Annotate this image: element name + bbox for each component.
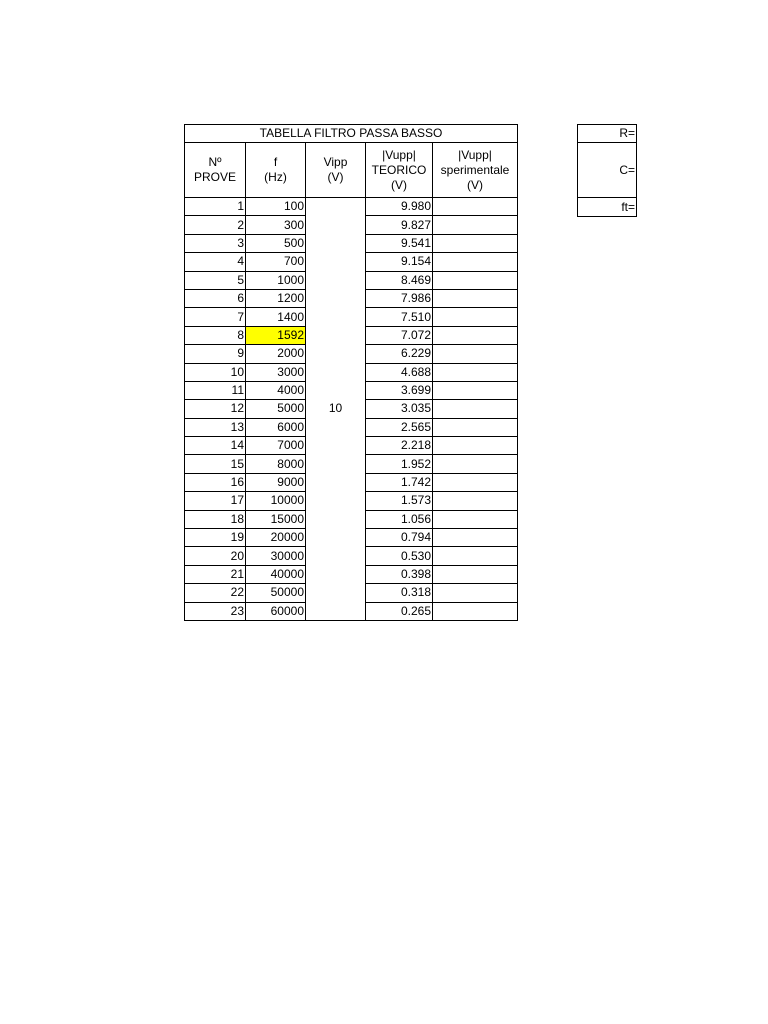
- cell-vupp-sperimentale[interactable]: [433, 345, 518, 363]
- cell-vupp-teorico[interactable]: 0.265: [366, 602, 433, 620]
- cell-vupp-teorico[interactable]: 1.742: [366, 473, 433, 491]
- cell-n-prove[interactable]: 2: [185, 216, 246, 234]
- cell-n-prove[interactable]: 6: [185, 289, 246, 307]
- cell-vupp-teorico[interactable]: 0.794: [366, 529, 433, 547]
- cell-vupp-sperimentale[interactable]: [433, 234, 518, 252]
- cell-vupp-teorico[interactable]: 1.056: [366, 510, 433, 528]
- cell-vupp-sperimentale[interactable]: [433, 308, 518, 326]
- cell-vupp-teorico[interactable]: 1.952: [366, 455, 433, 473]
- cell-frequency[interactable]: 50000: [246, 584, 306, 602]
- cell-n-prove[interactable]: 9: [185, 345, 246, 363]
- cell-n-prove[interactable]: 8: [185, 326, 246, 344]
- parameters-table: [577, 124, 637, 217]
- cell-vipp-merged[interactable]: 10: [306, 198, 366, 621]
- cell-vupp-sperimentale[interactable]: [433, 547, 518, 565]
- cell-frequency[interactable]: 8000: [246, 455, 306, 473]
- cell-vupp-teorico[interactable]: 3.035: [366, 400, 433, 418]
- cell-n-prove[interactable]: 3: [185, 234, 246, 252]
- cell-vupp-teorico[interactable]: 3.699: [366, 381, 433, 399]
- cell-n-prove[interactable]: 10: [185, 363, 246, 381]
- cell-vupp-teorico[interactable]: 9.827: [366, 216, 433, 234]
- cell-frequency[interactable]: 10000: [246, 492, 306, 510]
- cell-vupp-sperimentale[interactable]: [433, 455, 518, 473]
- cell-frequency[interactable]: 15000: [246, 510, 306, 528]
- cell-n-prove[interactable]: 22: [185, 584, 246, 602]
- cell-frequency[interactable]: 7000: [246, 437, 306, 455]
- cell-vupp-sperimentale[interactable]: [433, 437, 518, 455]
- cell-vupp-sperimentale[interactable]: [433, 363, 518, 381]
- cell-vupp-sperimentale[interactable]: [433, 473, 518, 491]
- header-frequency[interactable]: f (Hz): [246, 143, 306, 198]
- cell-frequency[interactable]: 1400: [246, 308, 306, 326]
- cell-n-prove[interactable]: 23: [185, 602, 246, 620]
- cell-n-prove[interactable]: 5: [185, 271, 246, 289]
- cell-frequency[interactable]: 4000: [246, 381, 306, 399]
- header-vupp-teorico[interactable]: |Vupp| TEORICO (V): [366, 143, 433, 198]
- cell-vupp-teorico[interactable]: 7.986: [366, 289, 433, 307]
- cell-frequency[interactable]: 9000: [246, 473, 306, 491]
- cell-vupp-sperimentale[interactable]: [433, 602, 518, 620]
- cell-vupp-sperimentale[interactable]: [433, 271, 518, 289]
- cell-n-prove[interactable]: 15: [185, 455, 246, 473]
- cell-vupp-sperimentale[interactable]: [433, 400, 518, 418]
- cell-vupp-sperimentale[interactable]: [433, 289, 518, 307]
- cell-vupp-teorico[interactable]: 7.510: [366, 308, 433, 326]
- cell-vupp-teorico[interactable]: 0.530: [366, 547, 433, 565]
- cell-n-prove[interactable]: 7: [185, 308, 246, 326]
- cell-n-prove[interactable]: 19: [185, 529, 246, 547]
- cell-vupp-teorico[interactable]: 4.688: [366, 363, 433, 381]
- resistance-label[interactable]: R=: [578, 125, 637, 143]
- cell-n-prove[interactable]: 16: [185, 473, 246, 491]
- cell-n-prove[interactable]: 11: [185, 381, 246, 399]
- cell-n-prove[interactable]: 18: [185, 510, 246, 528]
- cell-frequency[interactable]: 500: [246, 234, 306, 252]
- cell-frequency[interactable]: 30000: [246, 547, 306, 565]
- cell-vupp-teorico[interactable]: 9.541: [366, 234, 433, 252]
- cell-frequency[interactable]: 20000: [246, 529, 306, 547]
- cell-vupp-teorico[interactable]: 1.573: [366, 492, 433, 510]
- header-vupp-sperimentale[interactable]: |Vupp| sperimentale (V): [433, 143, 518, 198]
- cell-vupp-teorico[interactable]: 0.398: [366, 565, 433, 583]
- header-vipp[interactable]: Vipp (V): [306, 143, 366, 198]
- cell-n-prove[interactable]: 20: [185, 547, 246, 565]
- cell-n-prove[interactable]: 14: [185, 437, 246, 455]
- cell-vupp-sperimentale[interactable]: [433, 529, 518, 547]
- cell-vupp-teorico[interactable]: 6.229: [366, 345, 433, 363]
- cell-n-prove[interactable]: 12: [185, 400, 246, 418]
- cell-vupp-teorico[interactable]: 0.318: [366, 584, 433, 602]
- cell-frequency[interactable]: 40000: [246, 565, 306, 583]
- cell-vupp-sperimentale[interactable]: [433, 418, 518, 436]
- cell-n-prove[interactable]: 17: [185, 492, 246, 510]
- cell-frequency[interactable]: 5000: [246, 400, 306, 418]
- cell-vupp-sperimentale[interactable]: [433, 381, 518, 399]
- cell-frequency[interactable]: 700: [246, 253, 306, 271]
- cell-n-prove[interactable]: 4: [185, 253, 246, 271]
- cell-n-prove[interactable]: 13: [185, 418, 246, 436]
- low-pass-filter-table: [184, 124, 518, 621]
- table-row: [185, 198, 518, 216]
- cell-frequency[interactable]: 100: [246, 198, 306, 216]
- cell-frequency[interactable]: 3000: [246, 363, 306, 381]
- header-n-prove[interactable]: Nº PROVE: [185, 143, 246, 198]
- cell-vupp-teorico[interactable]: 2.565: [366, 418, 433, 436]
- cell-vupp-teorico[interactable]: 9.154: [366, 253, 433, 271]
- cell-vupp-sperimentale[interactable]: [433, 584, 518, 602]
- cell-vupp-teorico[interactable]: 8.469: [366, 271, 433, 289]
- cell-n-prove[interactable]: 21: [185, 565, 246, 583]
- cell-vupp-sperimentale[interactable]: [433, 216, 518, 234]
- cell-vupp-sperimentale[interactable]: [433, 492, 518, 510]
- cell-vupp-teorico[interactable]: 9.980: [366, 198, 433, 216]
- capacitance-label[interactable]: C=: [578, 143, 637, 198]
- cell-vupp-sperimentale[interactable]: [433, 326, 518, 344]
- cell-vupp-sperimentale[interactable]: [433, 510, 518, 528]
- cell-frequency[interactable]: 60000: [246, 602, 306, 620]
- cell-vupp-sperimentale[interactable]: [433, 198, 518, 216]
- cell-frequency[interactable]: 2000: [246, 345, 306, 363]
- table-title[interactable]: TABELLA FILTRO PASSA BASSO: [185, 125, 518, 143]
- cell-vupp-sperimentale[interactable]: [433, 565, 518, 583]
- cell-frequency[interactable]: 6000: [246, 418, 306, 436]
- cell-frequency[interactable]: 1200: [246, 289, 306, 307]
- cell-frequency[interactable]: 300: [246, 216, 306, 234]
- cell-vupp-sperimentale[interactable]: [433, 253, 518, 271]
- cell-frequency[interactable]: 1000: [246, 271, 306, 289]
- cell-n-prove[interactable]: 1: [185, 198, 246, 216]
- cell-vupp-teorico[interactable]: 7.072: [366, 326, 433, 344]
- cell-vupp-teorico[interactable]: 2.218: [366, 437, 433, 455]
- cutoff-frequency-label[interactable]: ft=: [578, 198, 637, 216]
- cell-frequency[interactable]: 1592: [246, 326, 306, 344]
